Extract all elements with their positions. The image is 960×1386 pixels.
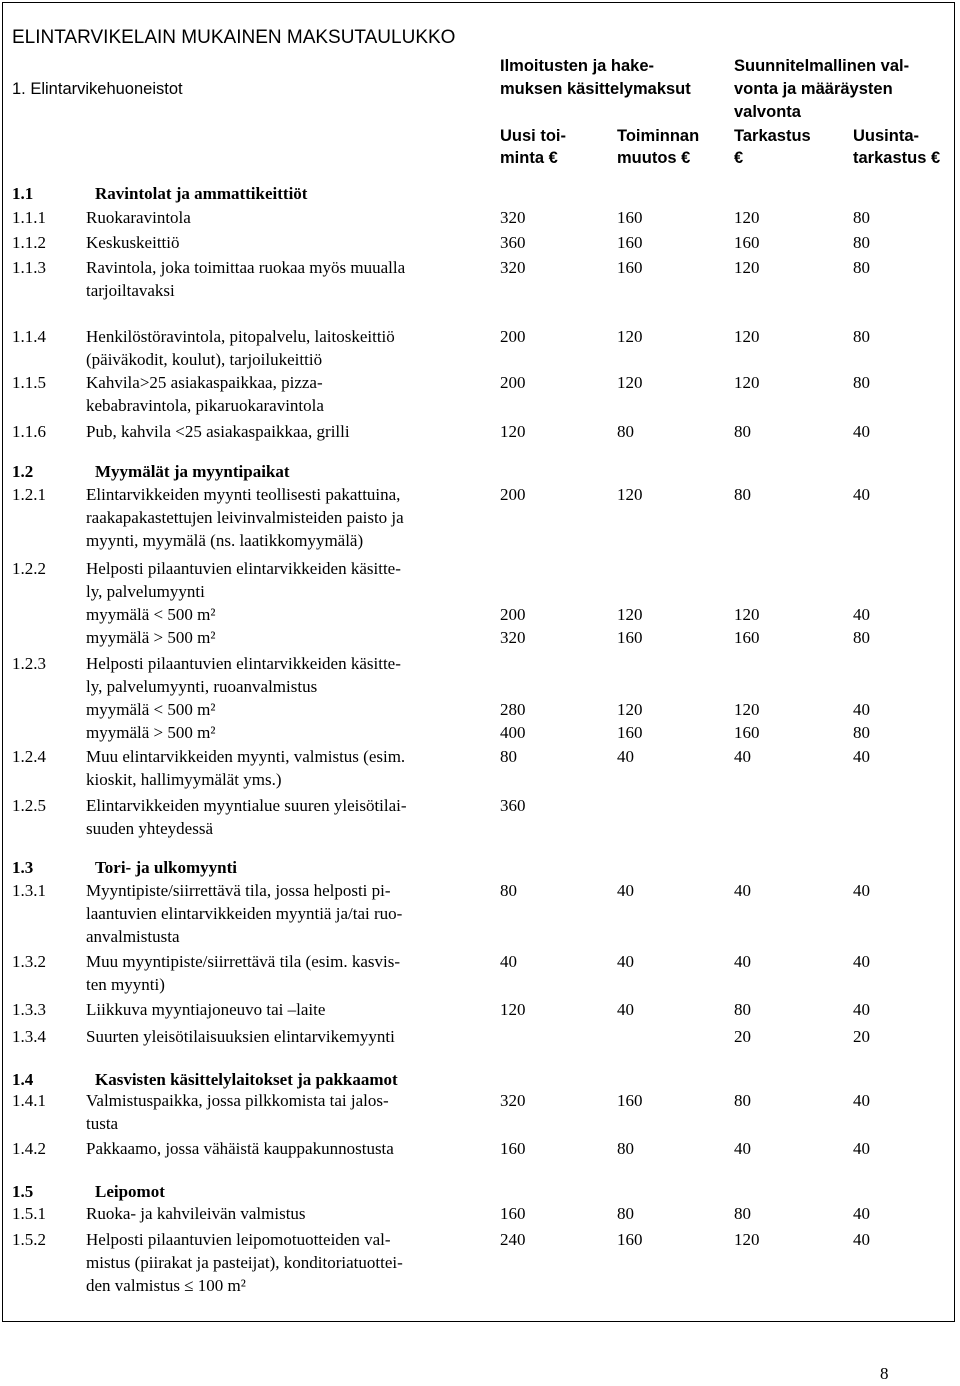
fee-value: 160 (617, 208, 643, 227)
row-description: Elintarvikkeiden myyntialue suuren yleisötilai- (86, 796, 407, 815)
fee-value: 120 (734, 258, 760, 277)
row-description: Ruoka- ja kahvileivän valmistus (86, 1204, 306, 1223)
row-description: kebabravintola, pikaruokaravintola (86, 396, 324, 415)
row-description: Helposti pilaantuvien elintarvikkeiden käsitte- (86, 559, 401, 578)
row-sub-label: myymälä > 500 m² (86, 723, 216, 742)
row-description: Ravintola, joka toimittaa ruokaa myös muualla (86, 258, 406, 277)
fee-value: 120 (617, 373, 643, 392)
fee-value: 40 (853, 1204, 870, 1223)
fee-value: 160 (617, 1230, 643, 1249)
fee-value: 40 (853, 747, 870, 766)
fee-value: 80 (853, 327, 870, 346)
column-group-heading: Suunnitelmallinen val- (734, 57, 910, 75)
column-header-tarkastus: € (734, 149, 744, 167)
fee-value: 40 (853, 1139, 870, 1158)
fee-value: 360 (500, 233, 526, 252)
fee-value: 160 (734, 628, 760, 647)
group-title: Ravintolat ja ammattikeittiöt (95, 184, 308, 203)
fee-value: 160 (617, 258, 643, 277)
row-description: Ruokaravintola (86, 208, 191, 227)
fee-value: 40 (617, 881, 634, 900)
column-header-uusinta: tarkastus € (853, 149, 941, 167)
fee-value: 160 (617, 233, 643, 252)
fee-value: 160 (617, 1091, 643, 1110)
row-description: kioskit, hallimyymälät yms.) (86, 770, 282, 789)
row-description: Myyntipiste/siirrettävä tila, jossa helposti pi- (86, 881, 391, 900)
group-number: 1.3 (12, 858, 34, 877)
fee-value: 320 (500, 628, 526, 647)
column-header-tarkastus: Tarkastus (734, 127, 811, 145)
fee-value: 40 (853, 881, 870, 900)
fee-value: 240 (500, 1230, 526, 1249)
fee-value: 160 (500, 1139, 526, 1158)
row-description: Elintarvikkeiden myynti teollisesti pakattuina, (86, 485, 401, 504)
fee-value: 80 (617, 1204, 634, 1223)
row-description: Helposti pilaantuvien leipomotuotteiden val- (86, 1230, 391, 1249)
fee-value: 40 (617, 1000, 634, 1019)
fee-value: 80 (853, 258, 870, 277)
row-description: (päiväkodit, koulut), tarjoilukeittiö (86, 350, 323, 369)
row-number: 1.4.1 (12, 1091, 46, 1110)
row-description: ly, palvelumyynti (86, 582, 205, 601)
fee-value: 160 (617, 628, 643, 647)
row-number: 1.2.2 (12, 559, 46, 578)
column-group-heading: muksen käsittelymaksut (500, 80, 691, 98)
fee-value: 40 (853, 485, 870, 504)
fee-value: 40 (853, 605, 870, 624)
fee-value: 400 (500, 723, 526, 742)
fee-value: 40 (853, 1230, 870, 1249)
row-sub-label: myymälä > 500 m² (86, 628, 216, 647)
fee-value: 160 (617, 723, 643, 742)
column-header-muutos: muutos € (617, 149, 691, 167)
fee-value: 320 (500, 1091, 526, 1110)
fee-value: 200 (500, 605, 526, 624)
fee-value: 80 (500, 881, 517, 900)
row-number: 1.2.4 (12, 747, 46, 766)
fee-value: 120 (734, 373, 760, 392)
fee-value: 80 (734, 1091, 751, 1110)
group-number: 1.5 (12, 1182, 34, 1201)
column-group-heading: valvonta (734, 103, 801, 121)
group-number: 1.4 (12, 1070, 34, 1089)
group-number: 1.1 (12, 184, 34, 203)
fee-value: 80 (617, 422, 634, 441)
fee-value: 80 (617, 1139, 634, 1158)
row-number: 1.1.4 (12, 327, 46, 346)
fee-value: 200 (500, 485, 526, 504)
fee-value: 80 (853, 233, 870, 252)
fee-value: 200 (500, 327, 526, 346)
fee-value: 80 (734, 1204, 751, 1223)
row-description: mistus (piirakat ja pasteijat), konditoriatuottei- (86, 1253, 403, 1272)
section-heading: 1. Elintarvikehuoneistot (12, 80, 183, 98)
fee-value: 80 (734, 485, 751, 504)
fee-value: 120 (500, 1000, 526, 1019)
fee-value: 40 (734, 747, 751, 766)
fee-value: 120 (734, 605, 760, 624)
fee-value: 40 (853, 422, 870, 441)
group-number: 1.2 (12, 462, 34, 481)
fee-value: 40 (617, 952, 634, 971)
fee-value: 120 (500, 422, 526, 441)
fee-value: 80 (853, 628, 870, 647)
row-number: 1.5.2 (12, 1230, 46, 1249)
row-number: 1.1.6 (12, 422, 46, 441)
row-number: 1.1.3 (12, 258, 46, 277)
row-number: 1.2.3 (12, 654, 46, 673)
fee-value: 40 (734, 1139, 751, 1158)
group-title: Tori- ja ulkomyynti (95, 858, 238, 877)
row-number: 1.3.4 (12, 1027, 46, 1046)
row-description: den valmistus ≤ 100 m² (86, 1276, 246, 1295)
fee-value: 40 (734, 881, 751, 900)
column-header-muutos: Toiminnan (617, 127, 700, 145)
page-title: ELINTARVIKELAIN MUKAINEN MAKSUTAULUKKO (12, 27, 456, 48)
group-title: Kasvisten käsittelylaitokset ja pakkaamot (95, 1070, 398, 1089)
fee-value: 120 (734, 208, 760, 227)
column-header-uusi: Uusi toi- (500, 127, 566, 145)
row-number: 1.1.2 (12, 233, 46, 252)
fee-value: 120 (734, 1230, 760, 1249)
row-description: Muu myyntipiste/siirrettävä tila (esim. kasvis- (86, 952, 400, 971)
fee-value: 160 (734, 723, 760, 742)
row-sub-label: myymälä < 500 m² (86, 605, 216, 624)
row-description: Keskuskeittiö (86, 233, 180, 252)
fee-value: 20 (853, 1027, 870, 1046)
fee-value: 80 (734, 1000, 751, 1019)
row-description: Henkilöstöravintola, pitopalvelu, laitoskeittiö (86, 327, 395, 346)
fee-value: 160 (734, 233, 760, 252)
fee-value: 80 (500, 747, 517, 766)
fee-value: 200 (500, 373, 526, 392)
row-number: 1.3.3 (12, 1000, 46, 1019)
fee-value: 120 (734, 700, 760, 719)
row-description: Kahvila>25 asiakaspaikkaa, pizza- (86, 373, 323, 392)
row-description: Pakkaamo, jossa vähäistä kauppakunnostusta (86, 1139, 394, 1158)
row-description: Helposti pilaantuvien elintarvikkeiden käsitte- (86, 654, 401, 673)
row-description: tusta (86, 1114, 119, 1133)
row-number: 1.1.5 (12, 373, 46, 392)
fee-value: 80 (734, 422, 751, 441)
fee-value: 40 (853, 700, 870, 719)
fee-value: 80 (853, 373, 870, 392)
fee-value: 120 (617, 485, 643, 504)
column-group-heading: Ilmoitusten ja hake- (500, 57, 655, 75)
row-number: 1.2.1 (12, 485, 46, 504)
row-description: Liikkuva myyntiajoneuvo tai –laite (86, 1000, 326, 1019)
fee-value: 160 (500, 1204, 526, 1223)
fee-value: 120 (617, 700, 643, 719)
row-number: 1.3.1 (12, 881, 46, 900)
row-number: 1.3.2 (12, 952, 46, 971)
fee-value: 40 (617, 747, 634, 766)
fee-value: 20 (734, 1027, 751, 1046)
row-description: suuden yhteydessä (86, 819, 214, 838)
column-group-heading: vonta ja määräysten (734, 80, 893, 98)
row-description: ly, palvelumyynti, ruoanvalmistus (86, 677, 318, 696)
row-description: Pub, kahvila <25 asiakaspaikkaa, grilli (86, 422, 350, 441)
row-sub-label: myymälä < 500 m² (86, 700, 216, 719)
fee-value: 40 (500, 952, 517, 971)
row-description: laantuvien elintarvikkeiden myyntiä ja/tai ruo- (86, 904, 403, 923)
row-description: raakapakastettujen leivinvalmisteiden paisto ja (86, 508, 404, 527)
row-number: 1.4.2 (12, 1139, 46, 1158)
fee-value: 360 (500, 796, 526, 815)
fee-value: 320 (500, 258, 526, 277)
fee-value: 40 (853, 1091, 870, 1110)
row-description: tarjoiltavaksi (86, 281, 175, 300)
row-description: Suurten yleisötilaisuuksien elintarvikemyynti (86, 1027, 395, 1046)
column-header-uusinta: Uusinta- (853, 127, 919, 145)
row-description: Valmistuspaikka, jossa pilkkomista tai jalos- (86, 1091, 389, 1110)
fee-value: 40 (853, 1000, 870, 1019)
fee-value: 280 (500, 700, 526, 719)
page-number: 8 (880, 1364, 889, 1383)
row-description: anvalmistusta (86, 927, 180, 946)
fee-value: 320 (500, 208, 526, 227)
fee-value: 40 (853, 952, 870, 971)
row-description: Muu elintarvikkeiden myynti, valmistus (esim. (86, 747, 406, 766)
row-number: 1.1.1 (12, 208, 46, 227)
group-title: Leipomot (95, 1182, 165, 1201)
fee-value: 80 (853, 723, 870, 742)
row-number: 1.5.1 (12, 1204, 46, 1223)
fee-value: 120 (617, 327, 643, 346)
row-description: ten myynti) (86, 975, 165, 994)
column-header-uusi: minta € (500, 149, 558, 167)
fee-value: 80 (853, 208, 870, 227)
row-description: myynti, myymälä (ns. laatikkomyymälä) (86, 531, 364, 550)
fee-value: 120 (617, 605, 643, 624)
fee-value: 40 (734, 952, 751, 971)
group-title: Myymälät ja myyntipaikat (95, 462, 290, 481)
fee-value: 120 (734, 327, 760, 346)
row-number: 1.2.5 (12, 796, 46, 815)
